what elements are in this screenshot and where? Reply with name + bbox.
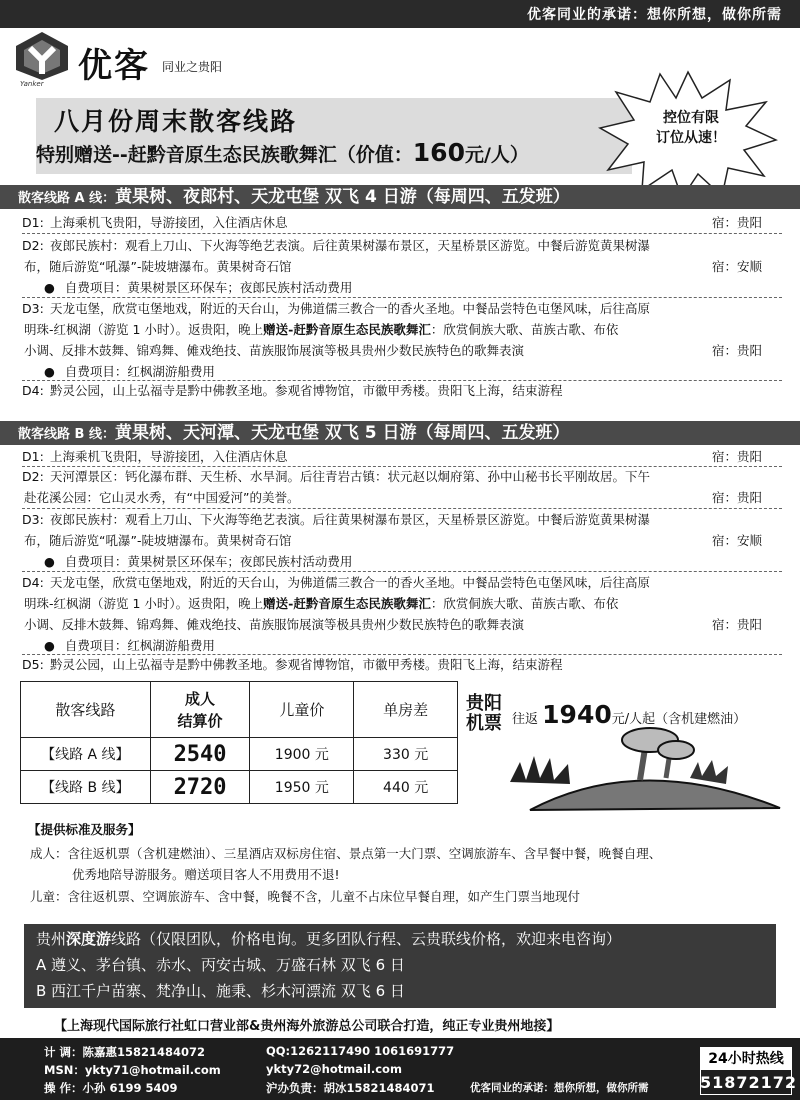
cell-single: 440 元 bbox=[354, 771, 458, 804]
burst-line-2: 订位从速！ bbox=[656, 130, 726, 146]
day-label: D2: bbox=[22, 469, 44, 484]
day-text: 夜郎民族村：观看上刀山、下火海等绝艺表演。后往黄果树瀑布景区，天星桥景区游览。中餐后游览黄果树瀑 bbox=[50, 238, 651, 253]
day-stay: 宿：贵阳 bbox=[712, 343, 763, 358]
route-b-lead: 散客线路 B 线： bbox=[18, 427, 115, 442]
deep-tour-title bbox=[36, 928, 621, 949]
route-a-header bbox=[0, 185, 800, 209]
day-text: 小调、反排木鼓舞、锦鸡舞、傩戏绝技、苗族服饰展演等极具贵州少数民族特色的歌舞表演 bbox=[24, 343, 525, 358]
day-text: 天龙屯堡，欣赏屯堡地戏，附近的天台山，为佛道儒三教合一的香火圣地。中餐品尝特色屯堡风味，后往高原 bbox=[50, 575, 651, 590]
deep-post: 线路（仅限团队，价格电询。更多团队行程、云贵联线价格，欢迎来电咨询） bbox=[111, 930, 622, 948]
cell-child: 1950 元 bbox=[250, 771, 354, 804]
table-row bbox=[21, 738, 458, 771]
day-label: D5: bbox=[22, 657, 44, 672]
agency-line: 【上海现代国际旅行社虹口营业部&贵州海外旅游总公司联合打造，纯正专业贵州地接】 bbox=[54, 1019, 560, 1034]
route-a-title: 黄果树、夜郎村、天龙屯堡 双飞 4 日游（每周四、五发班） bbox=[115, 187, 570, 207]
deep-tour-b: B 西江千户苗寨、梵净山、施秉、杉木河漂流 双飞 6 日 bbox=[36, 982, 405, 1000]
day-stay: 宿：贵阳 bbox=[712, 490, 763, 505]
day-text: 黔灵公园，山上弘福寺是黔中佛教圣地。参观省博物馆，市徽甲秀楼。贵阳飞上海，结束游程 bbox=[50, 383, 563, 398]
day-text: 布，随后游览“吼瀑”-陡坡塘瀑布。黄果树奇石馆 bbox=[24, 259, 292, 274]
brand-tagline: 同业之贵阳 bbox=[162, 60, 223, 74]
footer bbox=[0, 1038, 800, 1100]
route-a-lead: 散客线路 A 线： bbox=[18, 191, 116, 206]
cell-child: 1900 元 bbox=[250, 738, 354, 771]
services-adult: 成人：含往返机票（含机建燃油）、三星酒店双标房住宿、景点第一大门票、空调旅游车、含早餐中餐，晚餐自理、 bbox=[30, 846, 662, 861]
gift-highlight: 赠送-赶黔音原生态民族歌舞汇 bbox=[263, 322, 431, 337]
day-label: D1: bbox=[22, 449, 44, 464]
burst-text bbox=[636, 108, 746, 148]
price-table bbox=[20, 681, 458, 804]
header-route: 散客线路 bbox=[21, 682, 151, 738]
top-banner bbox=[0, 0, 800, 28]
day-text: 天河潭景区：钙化瀑布群、天生桥、水旱洞。后往青岩古镇：状元赵以炯府第、孙中山秘书长平刚故居。下午 bbox=[50, 469, 651, 484]
self-pay-item: ● 自费项目：黄果树景区环保车；夜郎民族村活动费用 bbox=[44, 277, 352, 298]
day-text bbox=[24, 593, 712, 614]
cell-route: 【线路 B 线】 bbox=[21, 771, 151, 804]
airfare-suffix: 元/人起（含机建燃油） bbox=[611, 712, 747, 727]
subtitle-prefix: 特别赠送--赶黔音原生态民族歌舞汇（价值： bbox=[36, 144, 413, 166]
day-text-pre: 明珠-红枫湖（游览 1 小时）。返贵阳，晚上 bbox=[24, 596, 264, 611]
day-text-post: ：欣赏侗族大歌、苗族古歌、布依 bbox=[430, 596, 619, 611]
day-stay: 宿：安顺 bbox=[712, 533, 763, 548]
page-subtitle bbox=[36, 138, 529, 167]
divider bbox=[22, 233, 782, 234]
price-table-header bbox=[21, 682, 458, 738]
contact-planner: 计 调：陈嘉惠15821484072 bbox=[44, 1045, 206, 1059]
services-child: 儿童：含往返机票、空调旅游车、含中餐，晚餐不含，儿童不占床位早餐自理，如产生门票当地现付 bbox=[30, 889, 581, 904]
day-label: D3: bbox=[22, 301, 44, 316]
subtitle-price: 160 bbox=[412, 138, 465, 167]
day-text bbox=[24, 319, 712, 340]
day-text: 布，随后游览“吼瀑”-陡坡塘瀑布。黄果树奇石馆 bbox=[24, 533, 292, 548]
day-label: D1: bbox=[22, 215, 44, 230]
self-pay-item: ● 自费项目：黄果树景区环保车；夜郎民族村活动费用 bbox=[44, 551, 352, 572]
day-text: 夜郎民族村：观看上刀山、下火海等绝艺表演。后往黄果树瀑布景区，天星桥景区游览。中餐后游览黄果树瀑 bbox=[50, 512, 651, 527]
airfare-label-2: 机票 bbox=[466, 713, 502, 734]
brand-logo bbox=[12, 30, 72, 82]
day-label: D4: bbox=[22, 575, 44, 590]
header-adult: 成人 结算价 bbox=[150, 682, 250, 738]
airfare-prefix: 往返 bbox=[512, 712, 539, 727]
day-text: 赴花溪公园：它山灵水秀，有“中国爱河”的美誉。 bbox=[24, 490, 300, 505]
day-text-pre: 明珠-红枫湖（游览 1 小时）。返贵阳，晚上 bbox=[24, 322, 264, 337]
contact-msn: MSN：ykty71@hotmail.com bbox=[44, 1063, 221, 1077]
day-stay: 宿：贵阳 bbox=[712, 449, 763, 464]
hotline-title: 24小时热线 bbox=[700, 1048, 792, 1070]
subtitle-suffix: 元/人） bbox=[464, 144, 529, 166]
header-child: 儿童价 bbox=[250, 682, 354, 738]
contact-qq: QQ:1262117490 1061691777 bbox=[266, 1044, 455, 1058]
contact-email: ykty72@hotmail.com bbox=[266, 1062, 402, 1076]
day-label: D4: bbox=[22, 383, 44, 398]
gift-highlight: 赠送-赶黔音原生态民族歌舞汇 bbox=[263, 596, 431, 611]
day-label: D3: bbox=[22, 512, 44, 527]
services-adult-cont: 优秀地陪导游服务。赠送项目客人不用费用不退! bbox=[72, 867, 340, 882]
contact-shanghai: 沪办负责：胡冰15821484071 bbox=[266, 1081, 435, 1095]
day-stay: 宿：安顺 bbox=[712, 259, 763, 274]
day-stay: 宿：贵阳 bbox=[712, 617, 763, 632]
brand-logo-text: Yanker bbox=[20, 80, 44, 88]
day-text-post: ：欣赏侗族大歌、苗族古歌、布依 bbox=[430, 322, 619, 337]
day-text: 上海乘机飞贵阳，导游接团，入住酒店休息 bbox=[50, 449, 288, 464]
footer-slogan: 优客同业的承诺：想你所想，做你所需 bbox=[470, 1082, 649, 1094]
self-pay-item: ● 自费项目：红枫湖游船费用 bbox=[44, 635, 215, 656]
table-row bbox=[21, 771, 458, 804]
contact-operator: 操 作：小孙 6199 5409 bbox=[44, 1081, 178, 1095]
brand-name: 优客 bbox=[78, 46, 150, 86]
page-title: 八月份周末散客线路 bbox=[54, 107, 298, 136]
cell-single: 330 元 bbox=[354, 738, 458, 771]
hotline-number: 51872172 bbox=[700, 1073, 798, 1092]
day-text: 黔灵公园，山上弘福寺是黔中佛教圣地。参观省博物馆，市徽甲秀楼。贵阳飞上海，结束游程 bbox=[50, 657, 563, 672]
header-single: 单房差 bbox=[354, 682, 458, 738]
cell-adult: 2720 bbox=[150, 771, 250, 804]
day-stay: 宿：贵阳 bbox=[712, 215, 763, 230]
route-b-header bbox=[0, 421, 800, 445]
day-label: D2: bbox=[22, 238, 44, 253]
deep-tour-a: A 遵义、茅台镇、赤水、丙安古城、万盛石林 双飞 6 日 bbox=[36, 956, 405, 974]
deep-pre: 贵州 bbox=[36, 930, 67, 948]
services-title: 【提供标准及服务】 bbox=[28, 822, 141, 837]
airfare-amount: 1940 bbox=[542, 700, 612, 729]
landscape-illustration bbox=[490, 722, 790, 814]
cell-route: 【线路 A 线】 bbox=[21, 738, 151, 771]
cell-adult: 2540 bbox=[150, 738, 250, 771]
day-text: 小调、反排木鼓舞、锦鸡舞、傩戏绝技、苗族服饰展演等极具贵州少数民族特色的歌舞表演 bbox=[24, 617, 525, 632]
route-b-title: 黄果树、天河潭、天龙屯堡 双飞 5 日游（每周四、五发班） bbox=[114, 423, 570, 443]
day-text: 天龙屯堡，欣赏屯堡地戏，附近的天台山，为佛道儒三教合一的香火圣地。中餐品尝特色屯堡风味，后往高原 bbox=[50, 301, 651, 316]
day-text: 上海乘机飞贵阳，导游接团，入住酒店休息 bbox=[50, 215, 288, 230]
deep-bold: 深度游 bbox=[66, 930, 112, 948]
airfare-label-1: 贵阳 bbox=[466, 693, 502, 714]
self-pay-item: ● 自费项目：红枫湖游船费用 bbox=[44, 361, 215, 382]
promise-slogan: 优客同业的承诺：想你所想，做你所需 bbox=[527, 7, 782, 23]
burst-line-1: 控位有限 bbox=[663, 110, 719, 126]
